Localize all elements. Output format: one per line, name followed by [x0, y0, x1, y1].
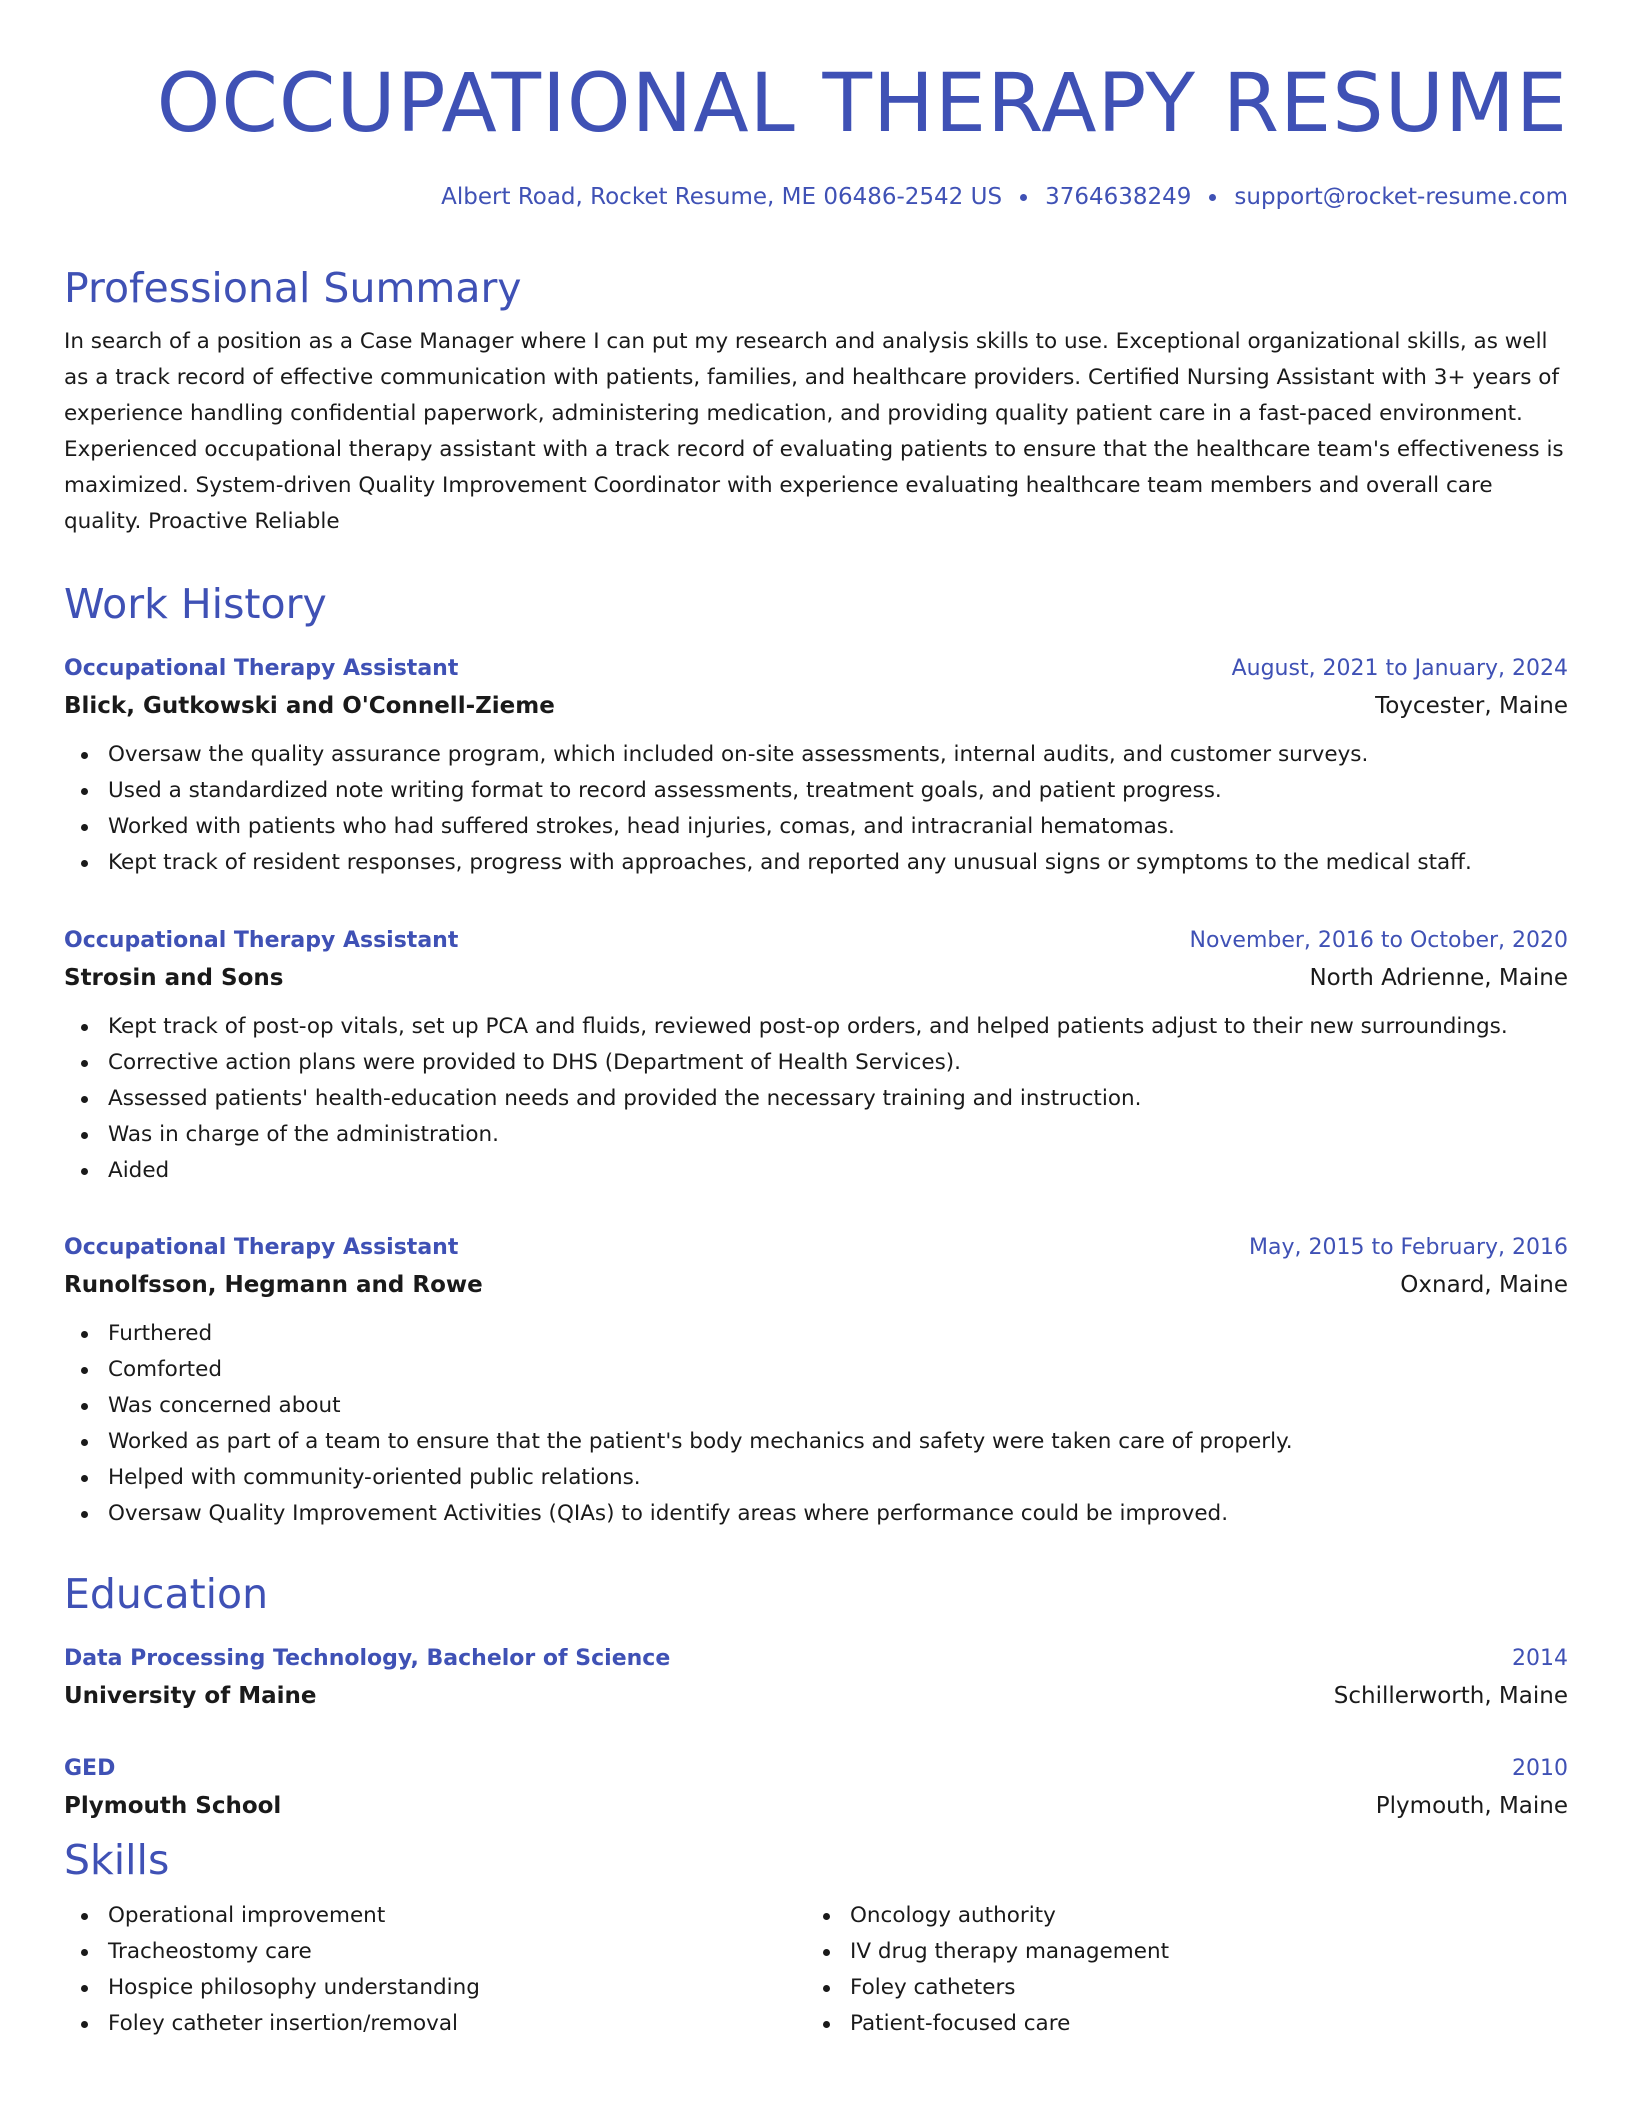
- list-item: Worked as part of a team to ensure that the patient's body mechanics and safety were taken care of properly.: [64, 1424, 1568, 1460]
- list-item: Comforted: [64, 1352, 1568, 1388]
- employer-name: Blick, Gutkowski and O'Connell-Zieme: [64, 693, 555, 719]
- school-name: Plymouth School: [64, 1793, 282, 1819]
- list-item: Kept track of resident responses, progress with approaches, and reported any unusual signs or symptoms to the medical staff.: [64, 845, 1568, 881]
- contact-phone: 3764638249: [1045, 184, 1192, 210]
- contact-line: [441, 181, 1568, 213]
- skills-section: [64, 1834, 1568, 2042]
- section-title-skills: Skills: [64, 1836, 170, 1884]
- list-item: Oversaw the quality assurance program, which included on-site assessments, internal audits, and customer surveys.: [64, 737, 1568, 773]
- separator-dot-icon: [1020, 194, 1027, 201]
- job-bullets: [64, 1009, 1568, 1189]
- job-location: North Adrienne, Maine: [1309, 965, 1568, 991]
- job-dates: August, 2021 to January, 2024: [1231, 656, 1568, 681]
- separator-dot-icon: [1209, 194, 1216, 201]
- job-location: Oxnard, Maine: [1400, 1272, 1568, 1298]
- job-bullets: [64, 1316, 1568, 1532]
- list-item: Kept track of post-op vitals, set up PCA and fluids, reviewed post-op orders, and helped patients adjust to their new surroundings.: [64, 1009, 1568, 1045]
- education-section: [64, 1568, 1568, 1620]
- skill-item: Patient-focused care: [806, 2006, 1548, 2042]
- skill-item: IV drug therapy management: [806, 1934, 1548, 1970]
- employer-name: Strosin and Sons: [64, 965, 284, 991]
- school-location: Schillerworth, Maine: [1333, 1683, 1568, 1709]
- list-item: Oversaw Quality Improvement Activities (QIAs) to identify areas where performance could be improved.: [64, 1496, 1568, 1532]
- skills-list-right: [806, 1898, 1548, 2042]
- summary-text: In search of a position as a Case Manager where I can put my research and analysis skills to use. Exceptional organizational skills, as well as a track record of effective communication with patients, families, and healthcare providers. Certified Nursing Assistant with 3+ years of experience handling confidential paperwork, administering medication, and providing quality patient care in a fast-paced environment. Experienced occupational therapy assistant with a track record of evaluating patients to ensure that the healthcare team's effectiveness is maximized. System-driven Quality Improvement Coordinator with experience evaluating healthcare team members and overall care quality. Proactive Reliable: [64, 329, 1564, 534]
- contact-address: Albert Road, Rocket Resume, ME 06486-2542 US: [441, 184, 1003, 210]
- employer-name: Runolfsson, Hegmann and Rowe: [64, 1272, 483, 1298]
- graduation-year: 2010: [1512, 1756, 1568, 1781]
- resume-title: OCCUPATIONAL THERAPY RESUME: [156, 57, 1568, 151]
- school-name: University of Maine: [64, 1683, 317, 1709]
- list-item: Assessed patients' health-education needs and provided the necessary training and instruction.: [64, 1081, 1568, 1117]
- job-entry: [64, 1230, 1568, 1532]
- skill-item: Foley catheters: [806, 1970, 1548, 2006]
- contact-email: support@rocket-resume.com: [1234, 184, 1568, 210]
- graduation-year: 2014: [1512, 1646, 1568, 1671]
- skills-columns: [64, 1898, 1568, 2042]
- job-entry: [64, 923, 1568, 1189]
- list-item: Helped with community-oriented public relations.: [64, 1460, 1568, 1496]
- skill-item: Foley catheter insertion/removal: [64, 2006, 806, 2042]
- skill-item: Tracheostomy care: [64, 1934, 806, 1970]
- section-title-education: Education: [64, 1570, 269, 1618]
- skill-item: Hospice philosophy understanding: [64, 1970, 806, 2006]
- skills-list-left: [64, 1898, 806, 2042]
- list-item: Used a standardized note writing format to record assessments, treatment goals, and patient progress.: [64, 773, 1568, 809]
- resume-page: [64, 0, 1568, 2112]
- list-item: Was concerned about: [64, 1388, 1568, 1424]
- work-section: [64, 578, 1568, 630]
- job-dates: May, 2015 to February, 2016: [1249, 1235, 1568, 1260]
- job-location: Toycester, Maine: [1375, 693, 1568, 719]
- job-bullets: [64, 737, 1568, 881]
- job-entry: [64, 651, 1568, 881]
- job-title: Occupational Therapy Assistant: [64, 928, 459, 953]
- list-item: Worked with patients who had suffered strokes, head injuries, comas, and intracranial hematomas.: [64, 809, 1568, 845]
- skill-item: Operational improvement: [64, 1898, 806, 1934]
- job-title: Occupational Therapy Assistant: [64, 656, 459, 681]
- list-item: Aided: [64, 1153, 1568, 1189]
- list-item: Was in charge of the administration.: [64, 1117, 1568, 1153]
- section-title-work: Work History: [64, 580, 327, 628]
- job-dates: November, 2016 to October, 2020: [1189, 928, 1568, 953]
- section-title-summary: Professional Summary: [64, 264, 522, 312]
- list-item: Corrective action plans were provided to DHS (Department of Health Services).: [64, 1045, 1568, 1081]
- job-title: Occupational Therapy Assistant: [64, 1235, 459, 1260]
- school-location: Plymouth, Maine: [1375, 1793, 1568, 1819]
- education-entry: [64, 1751, 1568, 1825]
- summary-section: [64, 262, 1568, 540]
- degree-name: Data Processing Technology, Bachelor of Science: [64, 1646, 671, 1671]
- list-item: Furthered: [64, 1316, 1568, 1352]
- skill-item: Oncology authority: [806, 1898, 1548, 1934]
- degree-name: GED: [64, 1756, 116, 1781]
- education-entry: [64, 1641, 1568, 1715]
